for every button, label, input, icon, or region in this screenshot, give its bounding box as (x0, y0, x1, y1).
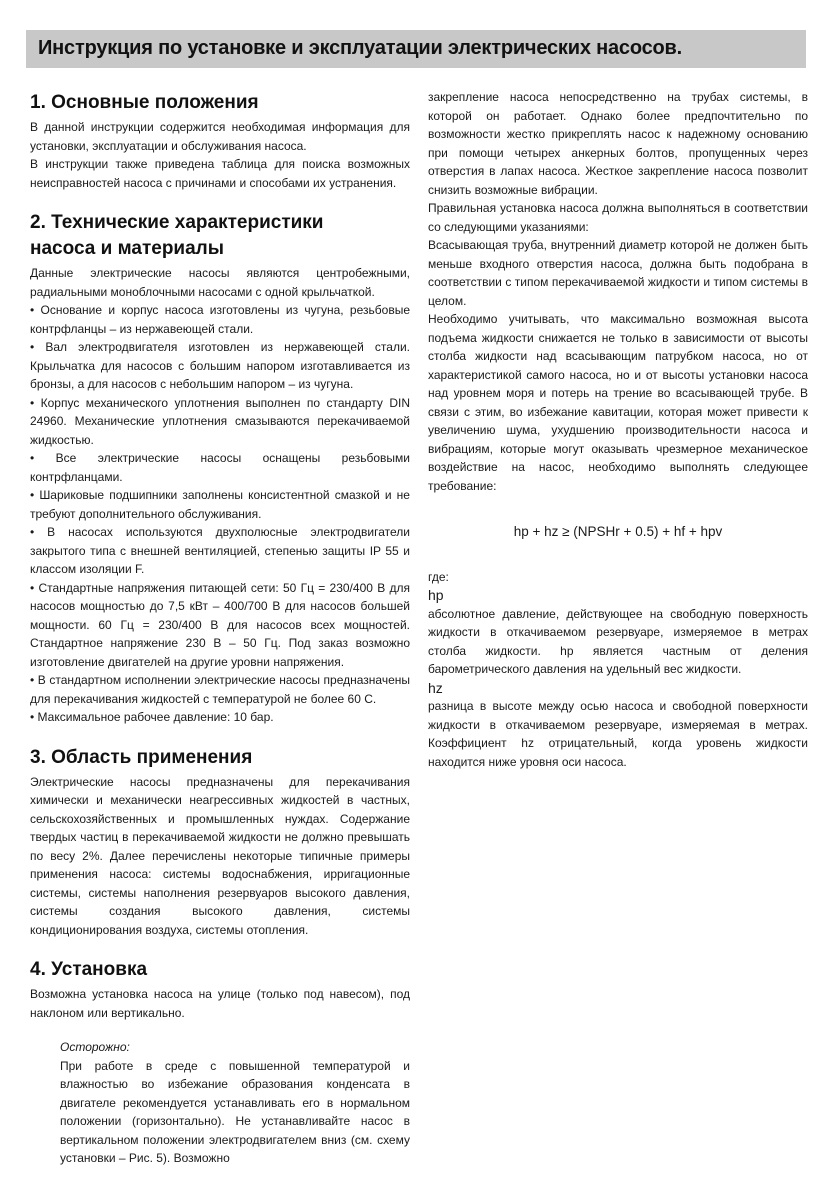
section-1-heading: 1. Основные положения (30, 92, 259, 113)
left-column (30, 90, 410, 1186)
definition-hz: разница в высоте между осью насоса и свободной поверхности жидкости в откачиваемом резервуаре, измеряемая в метрах. Коэффициент hz отрицательный, когда уровень жидкости находится ниже уровня оси насоса. (428, 699, 808, 769)
bullet-item: • Все электрические насосы оснащены резьбовыми контрфланцами. (30, 449, 410, 486)
caution-block (60, 1038, 410, 1168)
heading-line: 2. Технические характеристики (30, 212, 324, 233)
section-4-heading: 4. Установка (30, 959, 148, 980)
paragraph: Данные электрические насосы являются центробежными, радиальными моноблочными насосами с одной крыльчаткой. (30, 266, 410, 299)
section-basics (30, 90, 410, 192)
paragraph: В данной инструкции содержится необходимая информация для установки, эксплуатации и обслуживания насоса. (30, 120, 410, 153)
section-3-heading: 3. Область применения (30, 746, 253, 768)
title-bar (26, 30, 806, 68)
bullet-item: • В стандартном исполнении электрические насосы предназначены для перекачивания жидкостей с температурой не более 60 С. (30, 671, 410, 708)
heading-line: насоса и материалы (30, 238, 224, 259)
bullet-item: • Шариковые подшипники заполнены консистентной смазкой и не требуют дополнительного обслуживания. (30, 486, 410, 523)
caution-title: Осторожно: (60, 1040, 130, 1054)
bullet-item: • Максимальное рабочее давление: 10 бар. (30, 708, 410, 727)
paragraph: Электрические насосы предназначены для перекачивания химически и механически неагрессивных жидкостей в частных, сельскохозяйственных и промышленных нуждах. Содержание твердых частиц в перекачиваемой жидкости не должно превышать по весу 2%. Далее перечислены некоторые типичные примеры применения насоса: системы водоснабжения, ирригационные системы, системы наполнения резервуаров высокого давления, системы создания высокого давления, системы кондиционирования воздуха, системы отопления. (30, 774, 410, 937)
definition-hp: абсолютное давление, действующее на свободную поверхность жидкости в откачиваемом резервуаре, измеряемое в метрах столба жидкости. hp является частным от деления барометрического давления на удельный вес жидкости. (428, 606, 808, 676)
term-hz: hz (428, 679, 443, 696)
bullet-item: • Корпус механического уплотнения выполнен по стандарту DIN 24960. Механические уплотнения смазываются перекачиваемой жидкостью. (30, 394, 410, 450)
paragraph: Всасывающая труба, внутренний диаметр которой не должен быть меньше входного отверстия насоса, должна быть подобрана в соответствии с типом перекачиваемой жидкости и типом системы в целом. (428, 238, 808, 308)
section-2-heading (30, 210, 410, 262)
paragraph: В инструкции также приведена таблица для поиска возможных неисправностей насоса с причинами и способами их устранения. (30, 157, 410, 190)
bullet-item: • В насосах используются двухполюсные электродвигатели закрытого типа с внешней вентиляцией, степенью защиты IP 55 и классом изоляции F. (30, 523, 410, 579)
page-title: Инструкция по установке и эксплуатации электрических насосов. (38, 37, 682, 59)
bullet-item: • Стандартные напряжения питающей сети: 50 Гц = 230/400 В для насосов мощностью до 7,5 кВт – 400/700 В для насосов большей мощности. 60 Гц = 230/400 В для насосов всех мощностей. Стандартное напряжение 230 В – 50 Гц. Под заказ возможно изготовление двигателей на другие уровни напряжения. (30, 579, 410, 672)
where-label: где: (428, 569, 449, 584)
section-application (30, 745, 410, 940)
bullet-item: • Основание и корпус насоса изготовлены из чугуна, резьбовые контрфланцы – из нержавеющей стали. (30, 301, 410, 338)
right-column (428, 88, 808, 771)
bullet-item: • Вал электродвигателя изготовлен из нержавеющей стали. Крыльчатка для насосов с большим напором изготавливается из бронзы, а для насосов с небольшим напором – из чугуна. (30, 338, 410, 394)
paragraph: Возможна установка насоса на улице (только под навесом), под наклоном или вертикально. (30, 987, 410, 1020)
paragraph: Необходимо учитывать, что максимально возможная высота подъема жидкости снижается не только в зависимости от высоты столба жидкости над всасывающим патрубком насоса, но от характеристикой самого насоса, но и от высоты установки насоса над уровнем моря и потерь на трение во всасывающей трубе. В связи с этим, во избежание кавитации, которая может привести к увеличению шума, ухудшению производительности насоса и вибрациям, которые могут оказывать чрезмерное механическое воздействие на насос, необходимо выполнять следующее требование: (428, 312, 808, 493)
paragraph: закрепление насоса непосредственно на трубах системы, в которой он работает. Однако более предпочтительно по возможности жестко прикреплять насос к надежному основанию при помощи четырех анкерных болтов, пропущенных через отверстия в лапах насоса. Жесткое закрепление насоса позволит снизить возможные вибрации. (428, 90, 808, 197)
paragraph: Правильная установка насоса должна выполняться в соответствии со следующими указаниями: (428, 201, 808, 234)
term-hp: hp (428, 587, 444, 603)
section-installation (30, 957, 410, 1168)
section-specs (30, 210, 410, 727)
npsh-formula: hp + hz ≥ (NPSHr + 0.5) + hf + hpv (513, 524, 723, 539)
caution-text: При работе в среде с повышенной температурой и влажностью во избежание образования конденсата в двигателе рекомендуется устанавливать его в нормальном положении (горизонтально). Не устанавливайте насос в вертикальном положении электродвигателем вниз (см. схему установки – Рис. 5). Возможно (60, 1058, 410, 1165)
